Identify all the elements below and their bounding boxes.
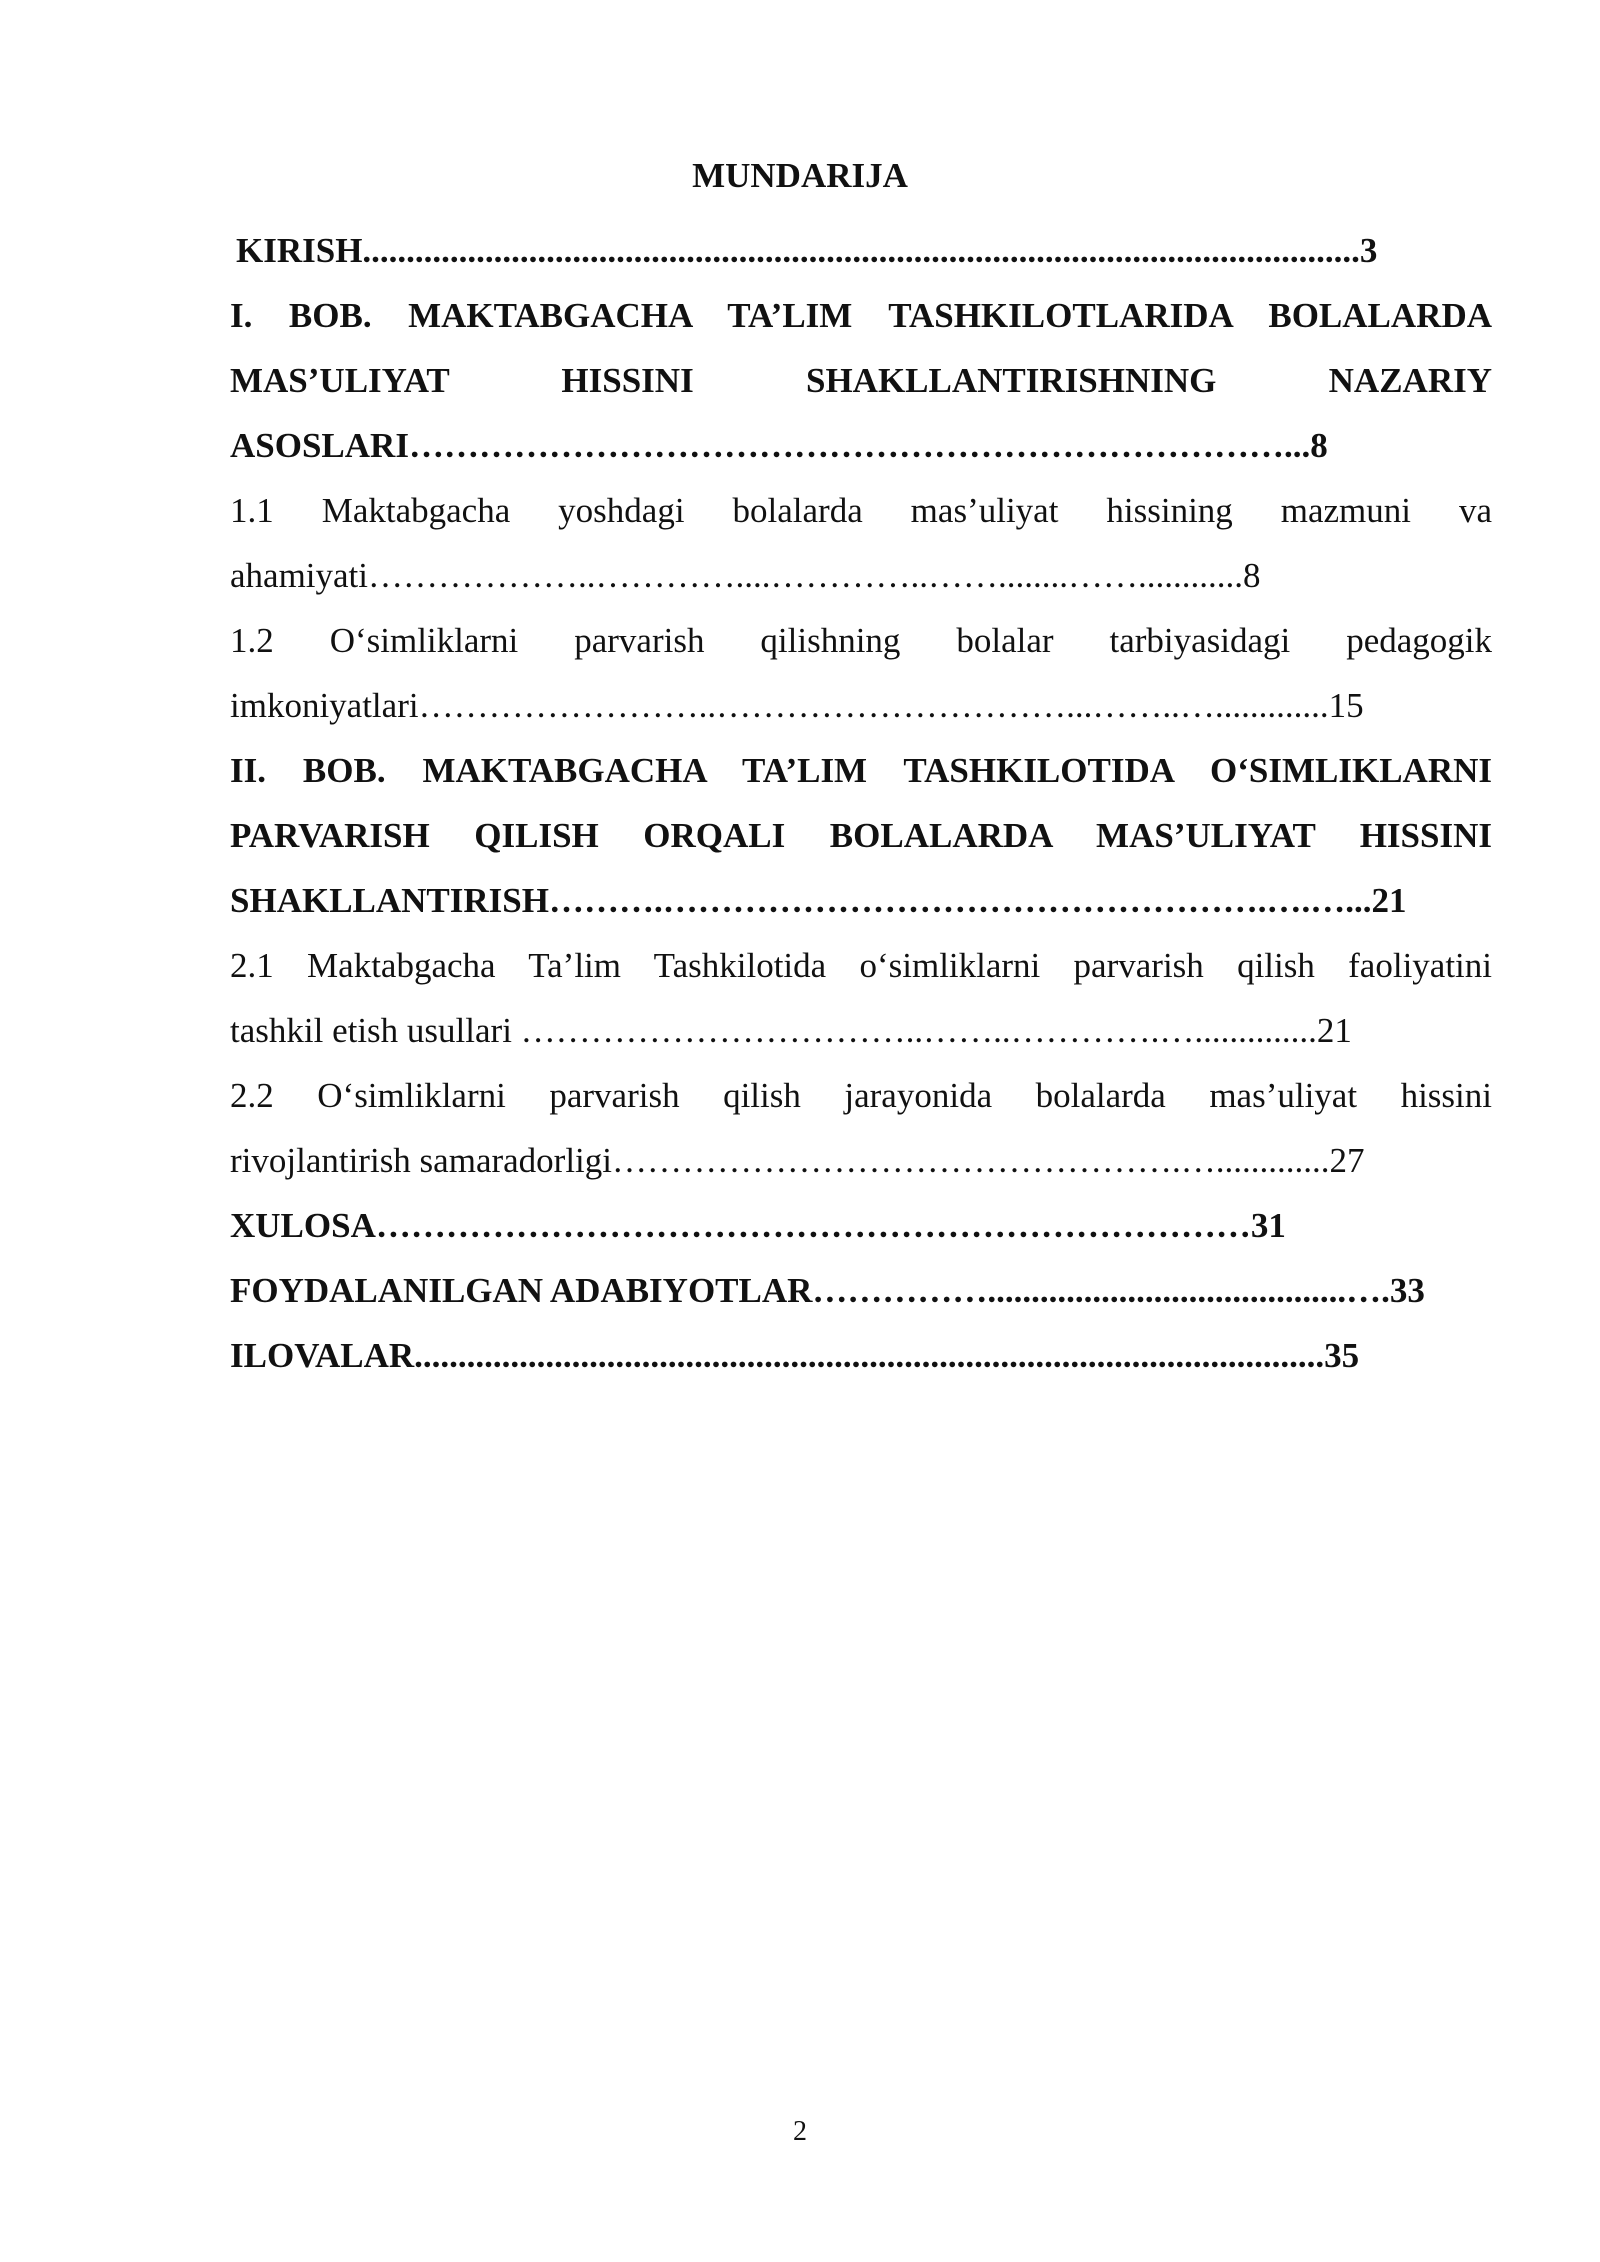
toc-entry-ilovalar: ILOVALAR........................................................................................................35 xyxy=(230,1336,1360,1375)
toc-entry-bob1-line2: MAS’ULIYAT HISSINI SHAKLLANTIRISHNING NAZARIY xyxy=(230,361,1492,400)
toc-entry-1-2-line1: 1.2 O‘simliklarni parvarish qilishning bolalar tarbiyasidagi pedagogik xyxy=(230,621,1492,660)
toc-entry-bob1-line3: ASOSLARI…………………………………………………………………...8 xyxy=(230,426,1328,465)
toc-entry-2-1-line2: tashkil etish usullari ……………………………..……..………….…..............21 xyxy=(230,1011,1352,1050)
toc-entry-1-1-line2: ahamiyati………………..…………....…………..……........……............8 xyxy=(230,556,1261,595)
toc-entry-bob2-line2: PARVARISH QILISH ORQALI BOLALARDA MAS’ULIYAT HISSINI xyxy=(230,816,1492,855)
toc-entry-xulosa: XULOSA…………………………………………………………………31 xyxy=(230,1206,1286,1245)
toc-entry-adabiyotlar: FOYDALANILGAN ADABIYOTLAR…………….........................................….33 xyxy=(230,1271,1425,1310)
toc-entry-2-2-line2: rivojlantirish samaradorligi………………………………………….….............27 xyxy=(230,1141,1365,1180)
toc-entry-kirish: KIRISH..................................................................................................................3 xyxy=(236,231,1378,270)
toc-title: MUNDARIJA xyxy=(692,156,908,195)
page-number: 2 xyxy=(793,2116,807,2147)
toc-entry-bob2-line3: SHAKLLANTIRISH……….…………………………………………….….…...21 xyxy=(230,881,1407,920)
toc-entry-bob2-line1: II. BOB. MAKTABGACHA TA’LIM TASHKILOTIDA O‘SIMLIKLARNI xyxy=(230,751,1492,790)
toc-entry-bob1-line1: I. BOB. MAKTABGACHA TA’LIM TASHKILOTLARIDA BOLALARDA xyxy=(230,296,1492,335)
toc-entry-2-2-line1: 2.2 O‘simliklarni parvarish qilish jarayonida bolalarda mas’uliyat hissini xyxy=(230,1076,1492,1115)
toc-entry-1-1-line1: 1.1 Maktabgacha yoshdagi bolalarda mas’uliyat hissining mazmuni va xyxy=(230,491,1492,530)
toc-entry-1-2-line2: imkoniyatlari……………………..…………………………...……..….............15 xyxy=(230,686,1364,725)
table-of-contents xyxy=(230,218,1492,1388)
toc-entry-2-1-line1: 2.1 Maktabgacha Ta’lim Tashkilotida o‘simliklarni parvarish qilish faoliyatini xyxy=(230,946,1492,985)
